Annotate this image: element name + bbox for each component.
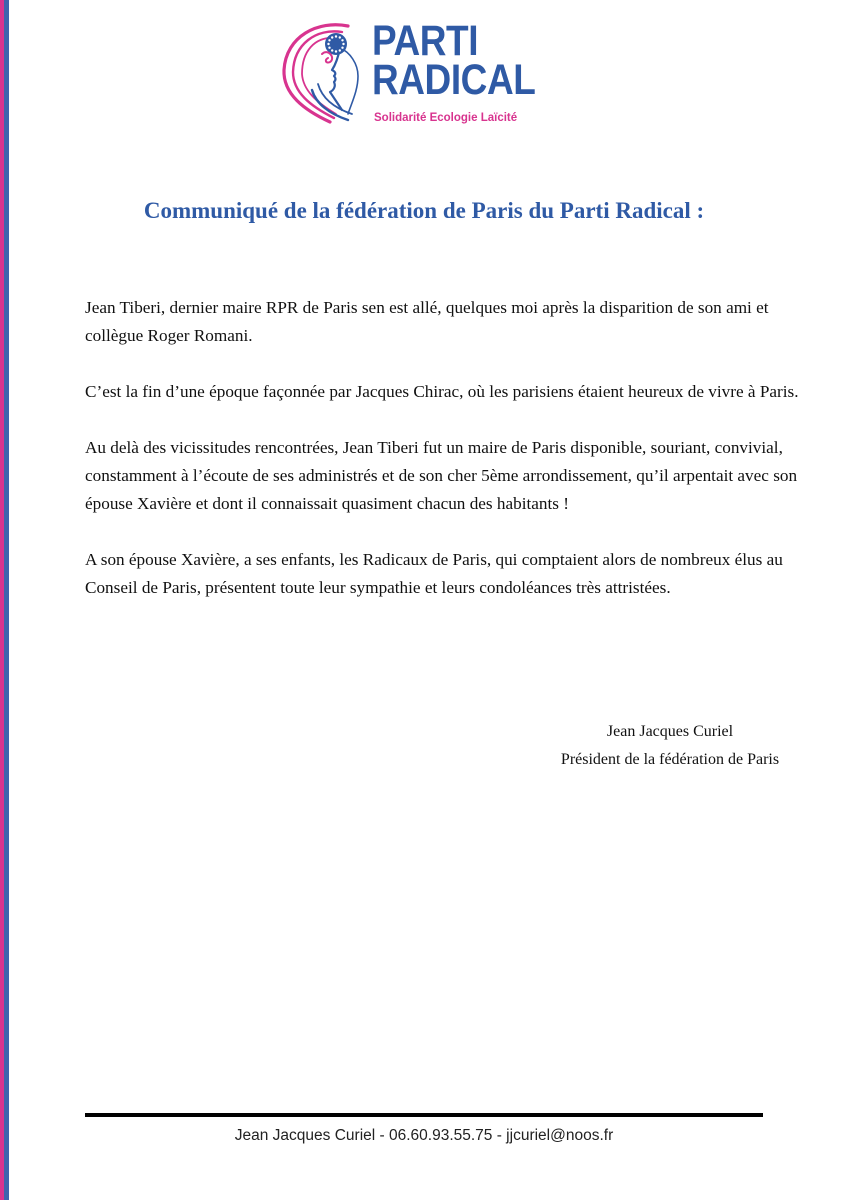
logo-name-line2: RADICAL (372, 56, 536, 104)
logo-wordmark (372, 17, 536, 104)
parti-radical-logo (278, 17, 536, 130)
signature-block (540, 718, 800, 774)
body-paragraph: A son épouse Xavière, a ses enfants, les Radicaux de Paris, qui comptaient alors de nombreux élus au Conseil de Paris, présentent toute leur sympathie et leurs condoléances très attristées. (85, 550, 783, 597)
communique-body (85, 294, 805, 630)
body-paragraph: Au delà des vicissitudes rencontrées, Jean Tiberi fut un maire de Paris disponible, souriant, convivial, constamment à l’écoute de ses administrés et de son cher 5ème arrondissement, qu’il arpentait avec son épouse Xavière et dont il connaissait quasiment chacun des habitants ! (85, 438, 798, 513)
signatory-role: Président de la fédération de Paris (560, 751, 780, 768)
signatory-name: Jean Jacques Curiel (606, 723, 734, 740)
body-paragraph: C’est la fin d’une époque façonnée par Jacques Chirac, où les parisiens étaient heureux de vivre à Paris. (85, 382, 799, 401)
document-title: Communiqué de la fédération de Paris du Parti Radical : (143, 198, 705, 223)
logo-tagline: Solidarité Ecologie Laïcité (374, 112, 518, 124)
body-paragraph: Jean Tiberi, dernier maire RPR de Paris sen est allé, quelques moi après la disparition de son ami et collègue Roger Romani. (85, 298, 769, 345)
footer-divider (85, 1113, 763, 1117)
marianne-emblem-icon (278, 18, 374, 130)
footer-contact: Jean Jacques Curiel - 06.60.93.55.75 - jjcuriel@noos.fr (234, 1127, 614, 1144)
logo-name-line1: PARTI (372, 17, 479, 65)
left-accent-bar (0, 0, 9, 1200)
